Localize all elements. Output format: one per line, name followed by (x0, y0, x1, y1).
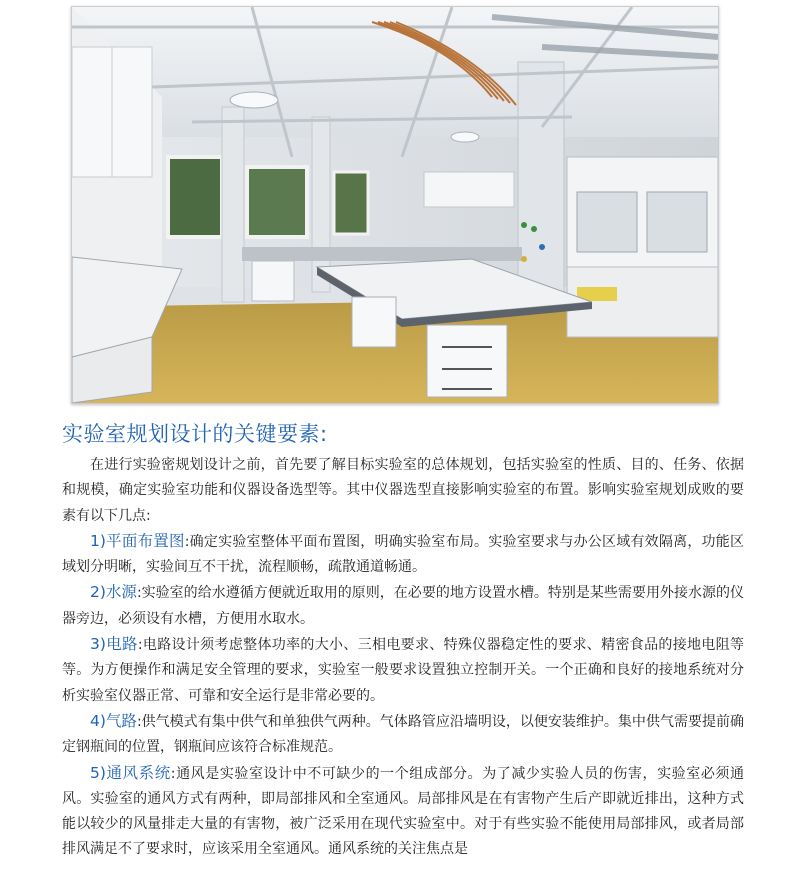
column-left (222, 107, 244, 302)
article-body (62, 453, 744, 863)
item-term: 5)通风系统 (90, 763, 171, 782)
ceiling-diffuser (451, 132, 479, 142)
section-heading: 实验室规划设计的关键要素: (62, 422, 328, 446)
list-item (62, 580, 744, 632)
item-term: 2)水源 (90, 583, 137, 602)
item-term: 1)平面布置图 (90, 531, 185, 550)
item-term: 3)电路 (90, 635, 138, 654)
fume-hood-glass (577, 192, 637, 252)
item-text: :供气模式有集中供气和单独供气两种。气体路管应沿墙明设，以便安装维护。集中供气需要提前确定钢瓶间的位置，钢瓶间应该符合标准规范。 (62, 713, 744, 756)
laboratory-illustration (72, 7, 718, 403)
item-text: :实验室的给水遵循方便就近取用的原则，在必要的地方设置水槽。特别是某些需要用外接水源的仪器旁边，必须设有水槽，方便用水取水。 (62, 585, 744, 627)
intro-paragraph: 在进行实验密规划设计之前，首先要了解目标实验室的总体规划，包括实验室的性质、目的、任务、依据和规模，确定实验室功能和仪器设备选型等。其中仪器选型直接影响实验室的布置。影响实验室规划成败的要素有以下几点: (62, 457, 744, 524)
list-item (62, 761, 744, 863)
item-text: :确定实验室整体平面布置图，明确实验室布局。实验室要求与办公区域有效隔离，功能区域划分明晰，实验间互不干扰，流程顺畅，疏散通道畅通。 (62, 533, 744, 576)
back-counter (242, 247, 522, 261)
wall-cabinet (424, 172, 514, 207)
item-text: :通风是实验室设计中不可缺少的一个组成部分。为了减少实验人员的伤害，实验室必须通风。实验室的通风方式有两种，即局部排风和全室通风。局部排风是在有害物产生后产即就近排出，这种方式能以较少的风量排走大量的有害物，被广泛采用在现代实验室中。对于有些实验不能使用局部排风，或者局部排风满足不了要求时，应该采用全室通风。通风系统的关注焦点是 (62, 765, 744, 858)
window-right (334, 172, 368, 234)
window-left (168, 157, 222, 237)
item-term: 4)气路 (90, 711, 137, 730)
ceiling-diffuser (230, 92, 278, 108)
drawer-unit (352, 297, 396, 347)
window-center (247, 167, 307, 237)
list-item (62, 632, 744, 709)
laboratory-photo (71, 6, 719, 404)
column-center (312, 117, 330, 292)
fume-hood-glass (647, 192, 707, 252)
item-text: :电路设计须考虑整体功率的大小、三相电要求、特殊仪器稳定性的要求、精密食品的接地电阻等等。为方便操作和满足安全管理的要求，实验室一般要求设置独立控制开关。一个正确和良好的接地系统对分析实验室仪器正常、可靠和安全运行是非常必要的。 (62, 637, 744, 704)
column-right (518, 62, 564, 302)
list-item (62, 709, 744, 761)
back-counter-cabinet (252, 261, 294, 301)
list-item (62, 529, 744, 581)
drawer-unit (427, 325, 507, 397)
